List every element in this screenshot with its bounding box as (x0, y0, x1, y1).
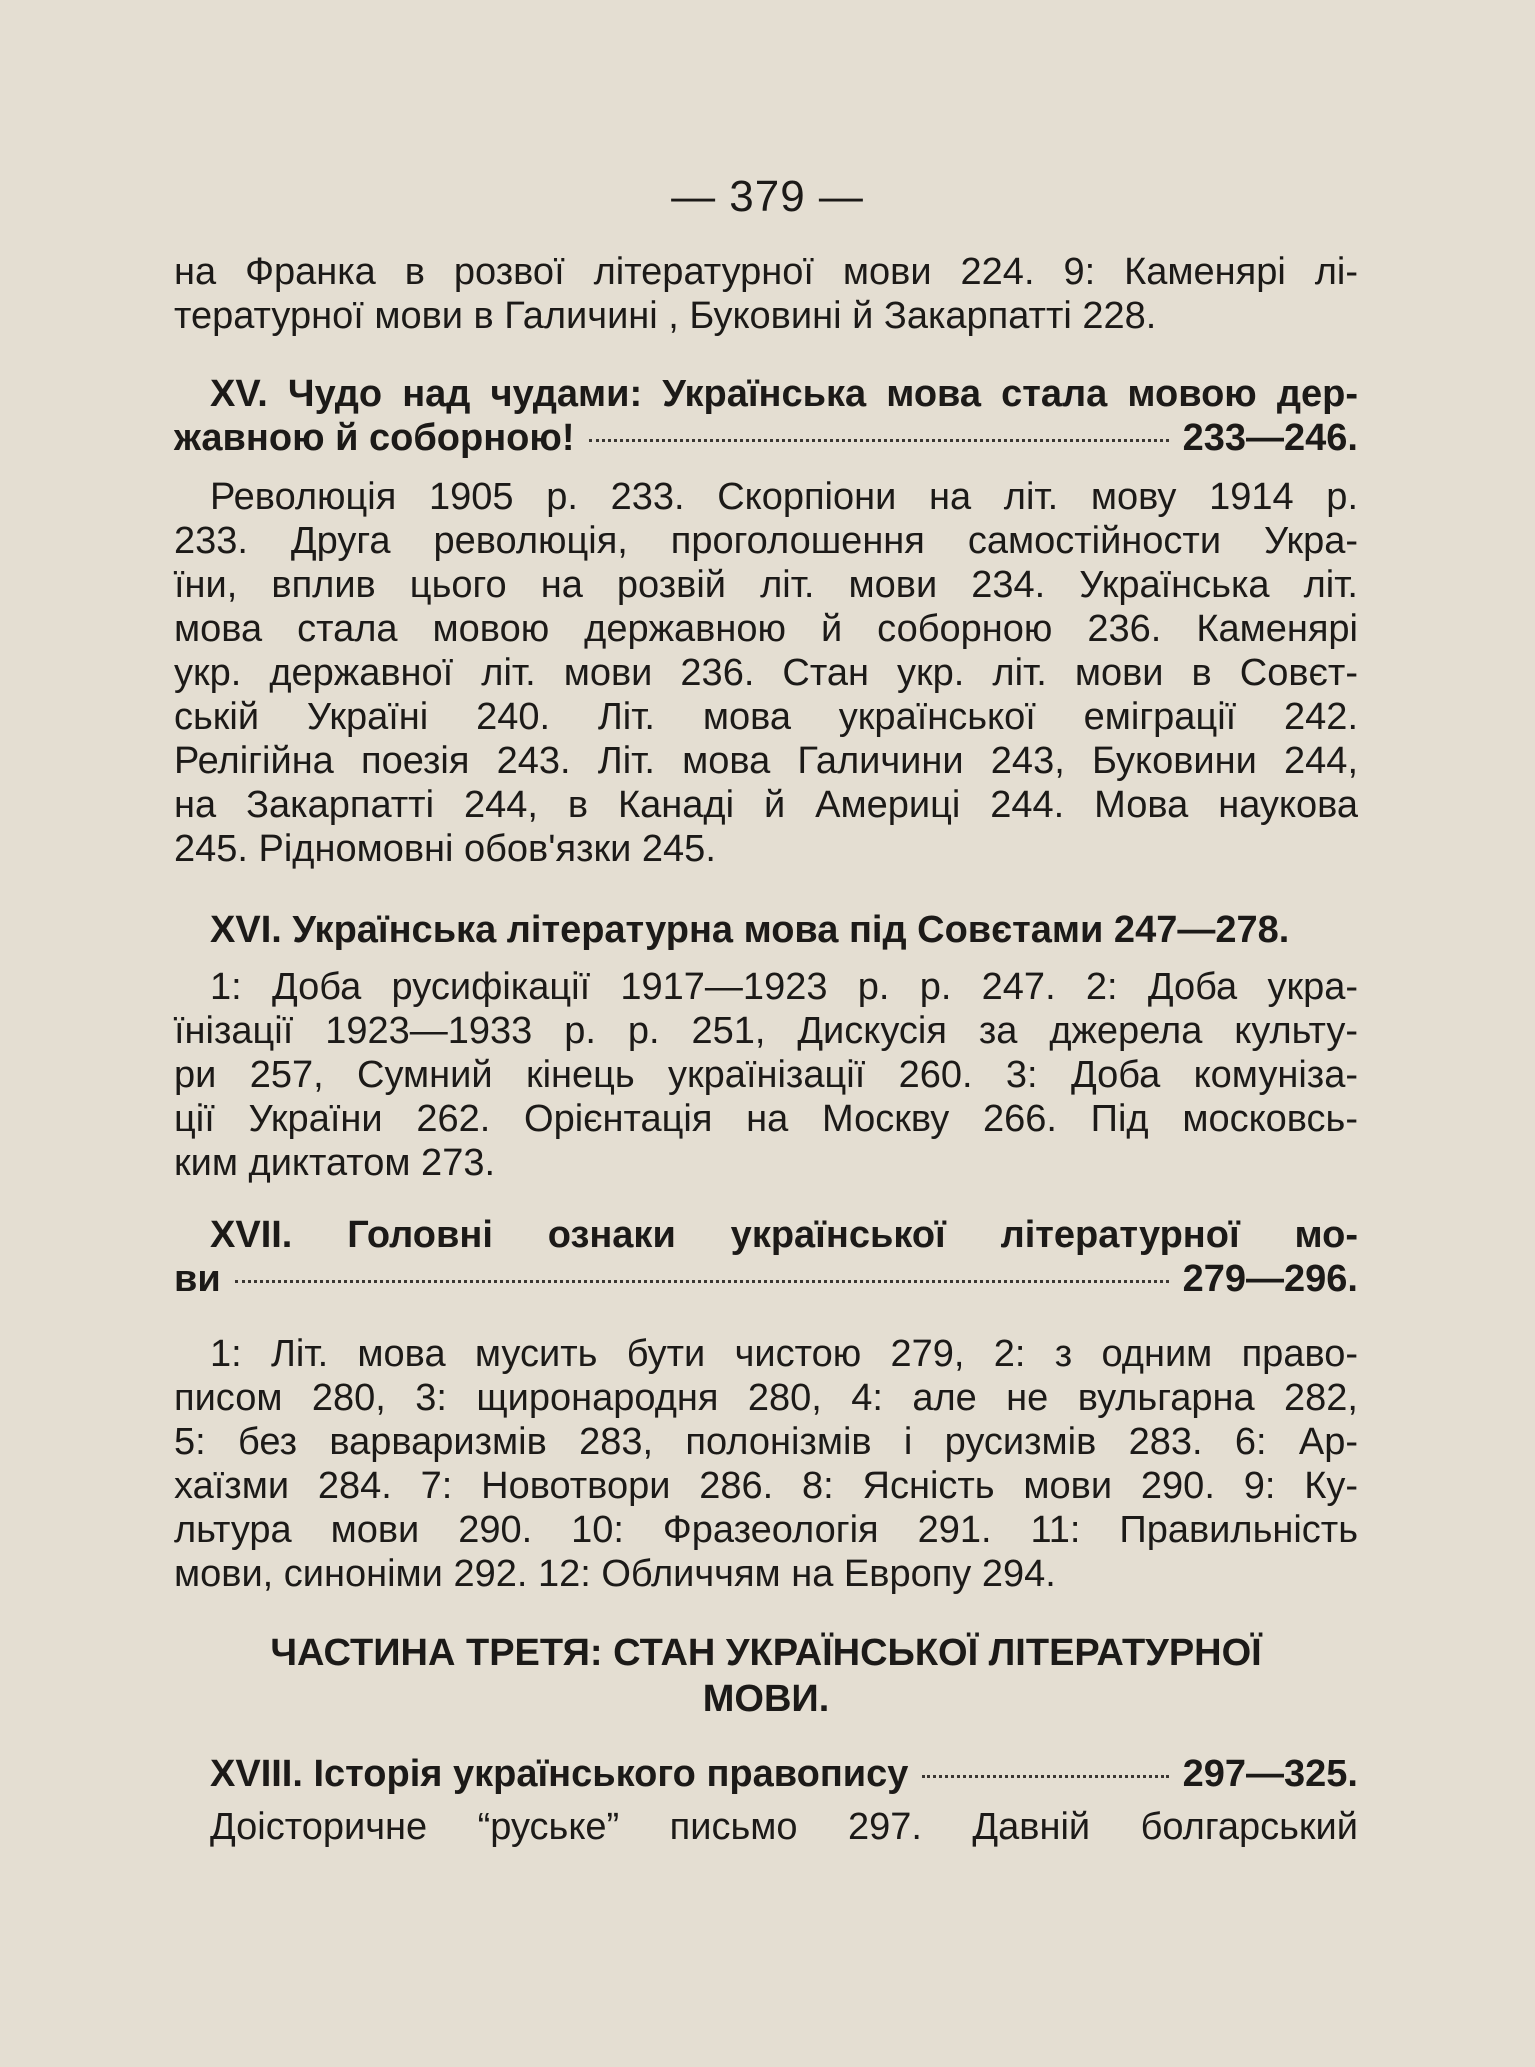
text-line: ким диктатом 273. (174, 1142, 496, 1184)
section-16-body (174, 965, 1358, 1185)
text-line: 1: Доба русифікації 1917—1923 р. р. 247. 2: Доба укра- (210, 966, 1358, 1008)
dot-leader (589, 439, 1169, 442)
page-number: — 379 — (671, 172, 864, 221)
section-15-body (174, 475, 1358, 871)
text-line: 245. Рідномовні обов'язки 245. (174, 828, 716, 870)
section-heading-line: XVII. Головні ознаки української літературної мо- (210, 1214, 1358, 1256)
text-line: ській Україні 240. Літ. мова української еміграції 242. (174, 696, 1358, 738)
section-heading-line: жавною й соборною! (174, 417, 575, 459)
page-range: 233—246. (1182, 417, 1358, 459)
part-title-line: МОВИ. (702, 1678, 830, 1720)
section-15-heading (174, 372, 1358, 460)
section-heading-line: XVI. Українська літературна мова під Совєтами 247—278. (210, 909, 1290, 951)
text-line: їни, вплив цього на розвій літ. мови 234. Українська літ. (174, 564, 1358, 606)
text-line: на Закарпатті 244, в Канаді й Америці 244. Мова наукова (174, 784, 1358, 826)
section-heading-line: XVIII. Історія українського правопису (210, 1753, 909, 1795)
text-line: на Франка в розвої літературної мови 224. 9: Каменярі лі- (174, 251, 1358, 293)
toc-row (174, 1752, 1358, 1796)
section-heading-line: XV. Чудо над чудами: Українська мова стала мовою дер- (210, 373, 1358, 415)
dot-leader (922, 1775, 1168, 1778)
text-line: ри 257, Сумний кінець українізації 260. 3: Доба комунiза- (174, 1054, 1358, 1096)
text-line: ції України 262. Орієнтація на Москву 266. Під московсь- (174, 1098, 1358, 1140)
section-heading-line: ви (174, 1258, 221, 1300)
text-line: їнізації 1923—1933 р. р. 251, Дискусія за джерела культу- (174, 1010, 1358, 1052)
intro-block (174, 250, 1358, 338)
text-line: Революція 1905 р. 233. Скорпіони на літ. мову 1914 р. (210, 476, 1358, 518)
page-range: 279—296. (1182, 1258, 1358, 1300)
part-title (174, 1630, 1358, 1722)
text-line: укр. державної літ. мови 236. Стан укр. літ. мови в Совєт- (174, 652, 1358, 694)
text-line: льтура мови 290. 10: Фразеологія 291. 11: Правильність (174, 1509, 1358, 1551)
text-line: 1: Літ. мова мусить бути чистою 279, 2: з одним право- (210, 1333, 1358, 1375)
section-18-body (174, 1805, 1358, 1849)
text-line: мови, синоніми 292. 12: Обличчям на Европу 294. (174, 1553, 1056, 1595)
text-line: 5: без варваризмів 283, полонізмів і русизмів 283. 6: Ар- (174, 1421, 1358, 1463)
section-17-heading (174, 1213, 1358, 1301)
text-line: хаїзми 284. 7: Новотвори 286. 8: Ясність мови 290. 9: Ку- (174, 1465, 1358, 1507)
section-16-heading (174, 908, 1358, 952)
text-line: 233. Друга революція, проголошення самостійности Укра- (174, 520, 1358, 562)
text-line: Релігійна поезія 243. Літ. мова Галичини 243, Буковини 244, (174, 740, 1358, 782)
toc-row (174, 1257, 1358, 1301)
toc-row (174, 416, 1358, 460)
text-line: тературної мови в Галичині , Буковині й Закарпатті 228. (174, 295, 1157, 337)
text-line: Доісторичне “руське” письмо 297. Давній болгарський (210, 1806, 1358, 1848)
part-title-line: ЧАСТИНА ТРЕТЯ: СТАН УКРАЇНСЬКОЇ ЛІТЕРАТУРНОЇ (270, 1632, 1262, 1674)
section-18-heading (174, 1752, 1358, 1796)
text-line: писом 280, 3: щиронародня 280, 4: але не вульгарна 282, (174, 1377, 1358, 1419)
page-range: 297—325. (1182, 1753, 1358, 1795)
dot-leader (235, 1280, 1169, 1283)
section-17-body (174, 1332, 1358, 1596)
text-line: мова стала мовою державною й соборною 236. Каменярі (174, 608, 1358, 650)
